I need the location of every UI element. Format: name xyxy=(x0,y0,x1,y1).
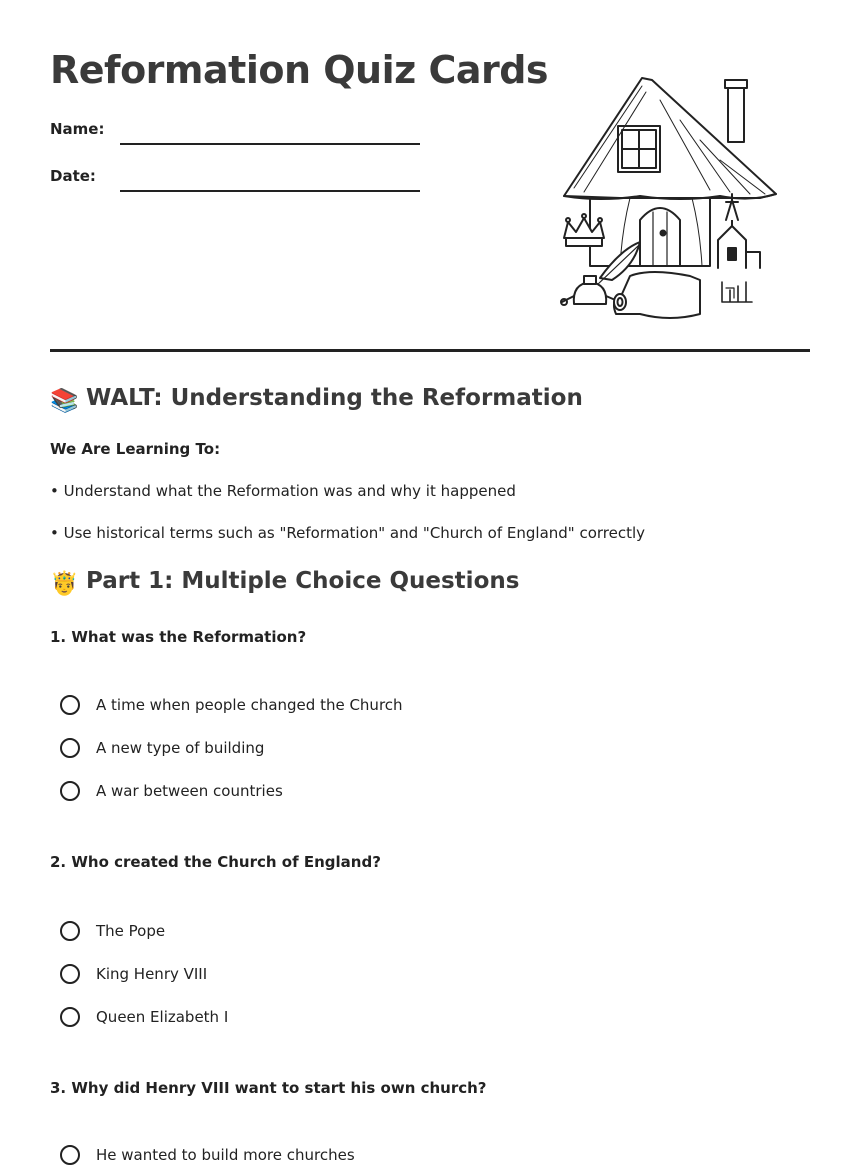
radio-button[interactable] xyxy=(60,964,80,984)
question-1: 1. What was the Reformation? xyxy=(50,628,307,646)
option-label: Queen Elizabeth I xyxy=(96,1008,229,1026)
question-2: 2. Who created the Church of England? xyxy=(50,853,381,871)
q3-option-a[interactable] xyxy=(60,1142,355,1168)
date-input-line[interactable] xyxy=(120,190,420,192)
radio-button[interactable] xyxy=(60,695,80,715)
worksheet-header xyxy=(50,0,810,352)
walt-title-text: WALT: Understanding the Reformation xyxy=(86,385,583,411)
worksheet-page xyxy=(50,0,810,1164)
radio-button[interactable] xyxy=(60,738,80,758)
name-label: Name: xyxy=(50,120,105,138)
date-field-row xyxy=(50,163,470,193)
q1-option-c[interactable] xyxy=(60,778,283,804)
walt-section-title xyxy=(50,385,583,414)
option-label: A time when people changed the Church xyxy=(96,696,403,714)
books-icon: 📚 xyxy=(50,388,79,414)
date-label: Date: xyxy=(50,167,96,185)
radio-button[interactable] xyxy=(60,781,80,801)
walt-bullet-2: • Use historical terms such as "Reformation" and "Church of England" correctly xyxy=(50,524,646,542)
option-label: A war between countries xyxy=(96,782,283,800)
q1-option-a[interactable] xyxy=(60,692,403,718)
question-3: 3. Why did Henry VIII want to start his own church? xyxy=(50,1079,487,1097)
option-label: The Pope xyxy=(96,922,166,940)
walt-bullet-1: • Understand what the Reformation was and why it happened xyxy=(50,482,516,500)
part1-title-text: Part 1: Multiple Choice Questions xyxy=(86,568,520,594)
option-label: He wanted to build more churches xyxy=(96,1146,355,1164)
q2-option-b[interactable] xyxy=(60,961,207,987)
tudor-illustration-icon xyxy=(560,70,790,320)
option-label: King Henry VIII xyxy=(96,965,208,983)
q1-option-b[interactable] xyxy=(60,735,264,761)
part1-section-title xyxy=(50,568,519,597)
radio-button[interactable] xyxy=(60,1145,80,1165)
radio-button[interactable] xyxy=(60,921,80,941)
name-input-line[interactable] xyxy=(120,143,420,145)
page-title: Reformation Quiz Cards xyxy=(50,48,549,92)
option-label: A new type of building xyxy=(96,739,265,757)
name-field-row xyxy=(50,116,470,146)
radio-button[interactable] xyxy=(60,1007,80,1027)
q2-option-a[interactable] xyxy=(60,918,165,944)
q2-option-c[interactable] xyxy=(60,1004,228,1030)
king-icon: 🤴 xyxy=(50,571,79,597)
walt-subtitle: We Are Learning To: xyxy=(50,440,221,458)
